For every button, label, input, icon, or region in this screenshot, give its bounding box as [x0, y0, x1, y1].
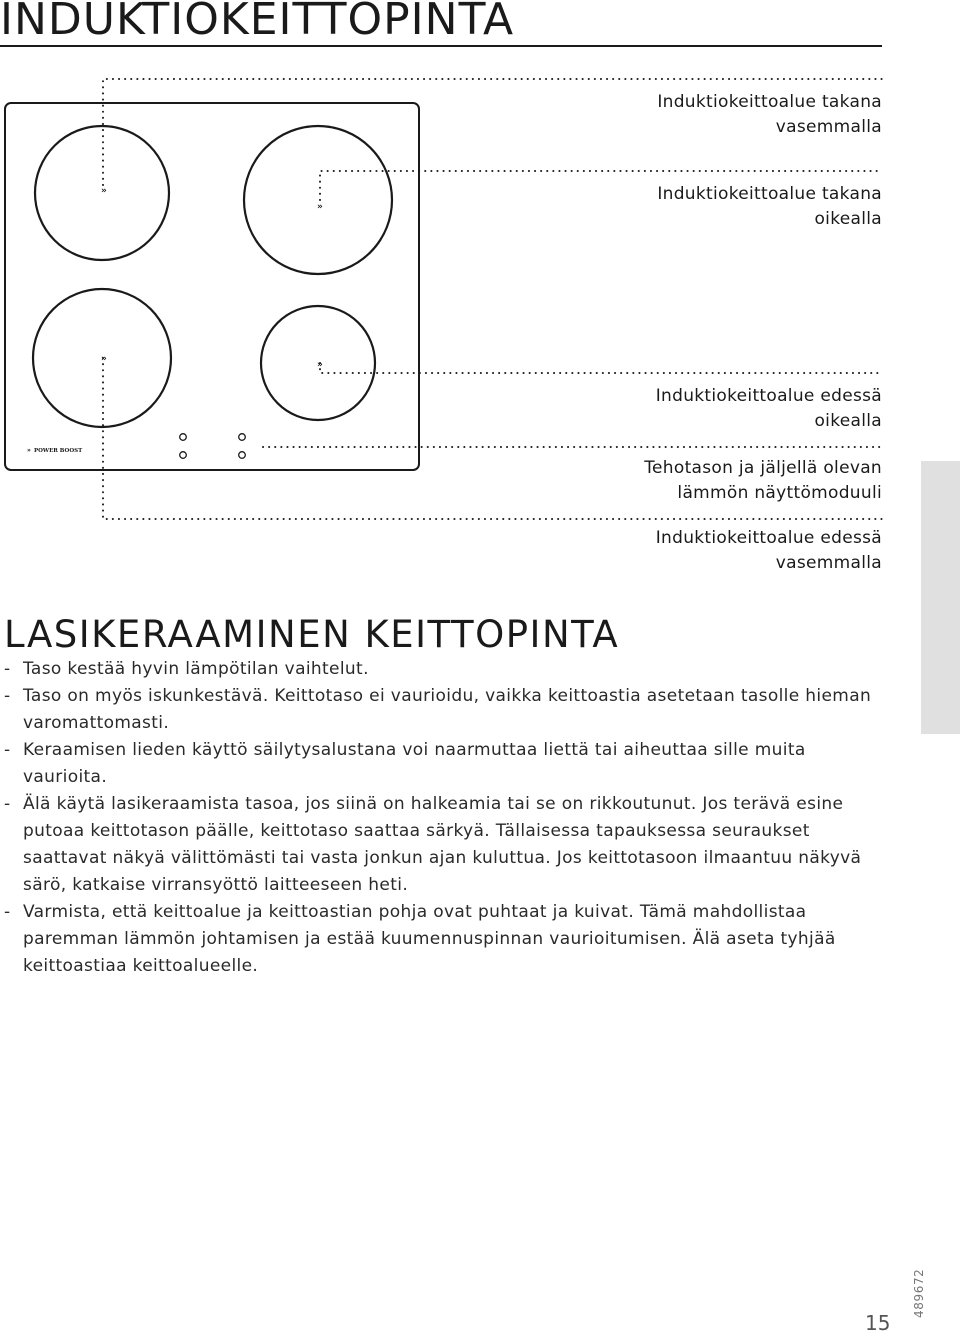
bullet-list	[4, 656, 874, 980]
section-heading: LASIKERAAMINEN KEITTOPINTA	[4, 613, 620, 656]
list-item: - Varmista, että keittoalue ja keittoastian pohja ovat puhtaat ja kuivat. Tämä mahdollistaa paremman lämmön johtamisen ja estää kuumennuspinnan vaurioitumisen. Älä aseta tyhjää keittoastiaa keittoalueelle.	[4, 902, 836, 976]
leader-lines	[103, 79, 882, 519]
label-display-module: Tehotason ja jäljellä olevan lämmön näyttömoduuli	[644, 458, 882, 503]
list-item: - Taso kestää hyvin lämpötilan vaihtelut.	[4, 659, 369, 679]
power-boost-label: POWER BOOST	[34, 448, 83, 454]
boost-mark-icon: »	[101, 186, 107, 196]
page-title: INDUKTIOKEITTOPINTA	[0, 0, 515, 45]
side-tab	[921, 461, 960, 734]
list-item: - Taso on myös iskunkestävä. Keittotaso ei vaurioidu, vaikka keittoastia asetetaan tasolle hieman varomattomasti.	[4, 686, 872, 733]
boost-mark-icon: »	[317, 202, 323, 212]
boost-mark-icon: »	[317, 360, 323, 370]
page-number: 15	[865, 1311, 891, 1335]
control-knob-icon	[239, 452, 246, 459]
leader-front-right	[320, 363, 882, 373]
control-knob-icon	[180, 452, 187, 459]
label-front-right: Induktiokeittoalue edessä oikealla	[655, 386, 882, 431]
control-knob-icon	[239, 434, 246, 441]
zone-rear-right	[244, 126, 392, 274]
cooktop-outline	[5, 103, 419, 470]
list-item: - Keraamisen lieden käyttö säilytysalustana voi naarmuttaa liettä tai aiheuttaa sille muita vaurioita.	[4, 740, 806, 787]
label-rear-right: Induktiokeittoalue takana oikealla	[657, 184, 882, 229]
boost-mark-icon: »	[101, 354, 107, 364]
power-boost-icon: »	[27, 447, 31, 454]
label-front-left: Induktiokeittoalue edessä vasemmalla	[655, 528, 882, 573]
label-rear-left: Induktiokeittoalue takana vasemmalla	[657, 92, 882, 137]
list-item: - Älä käytä lasikeraamista tasoa, jos siinä on halkeamia tai se on rikkoutunut. Jos terävä esine putoaa keittotason päälle, keittotaso saattaa särkyä. Tällaisessa tapauksessa seuraukset saattavat näkyä välittömästi tai vasta jonkun ajan kuluttua. Jos keittotasoon ilmaantuu näkyvä särö, katkaise virransyöttö laitteeseen heti.	[4, 794, 862, 895]
control-knob-icon	[180, 434, 187, 441]
document-code: 489672	[912, 1268, 926, 1318]
